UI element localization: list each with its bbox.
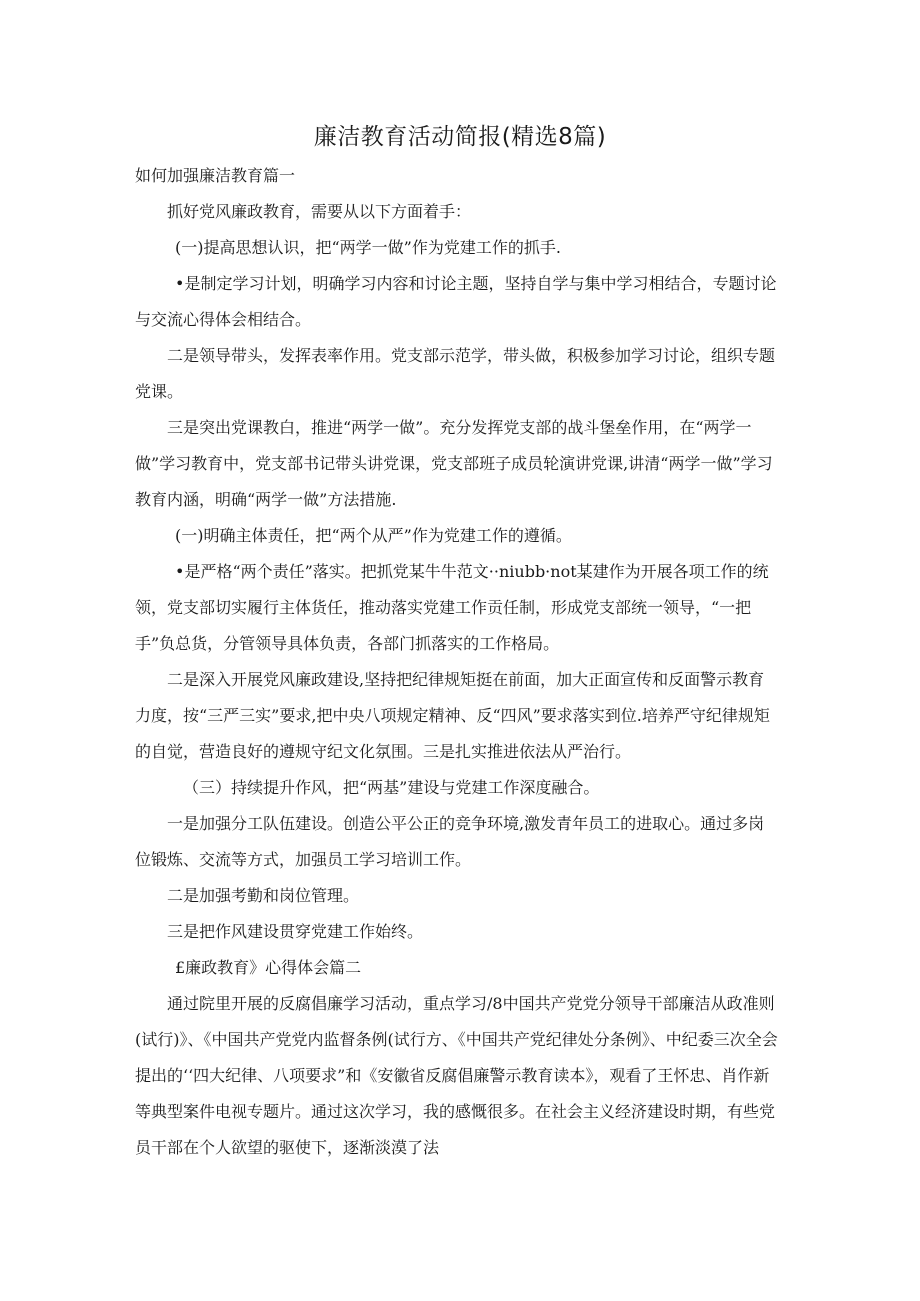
paragraph: (一)明确主体责任，把“两个从严”作为党建工作的遵循。 — [175, 526, 572, 545]
paragraph: •是制定学习计划，明确学习内容和讨论主题，坚持自学与集中学习相结合，专题讨论与交流心得体会相结合。 — [135, 274, 777, 329]
paragraph: （三）持续提升作风，把“两基”建设与党建工作深度融合。 — [183, 778, 600, 797]
paragraph: 通过院里开展的反腐倡廉学习活动，重点学习/8中国共产党党分领导干部廉洁从政准则(试行)》、《中国共产党党内监督条例(试行方、《中国共产党纪律处分条例》、中纪委三次全会提出的‘‘四大纪律、八项要求”和《安徽省反腐倡廉警示教育读本》，观看了王怀忠、肖作新等典型案件电视专题片。通过这次学习，我的感慨很多。在社会主义经济建设时期，有些党员干部在个人欲望的驱使下，逐渐淡漠了法 — [135, 994, 778, 1157]
paragraph: (一)提高思想认识，把“两学一做”作为党建工作的抓手. — [175, 238, 561, 257]
paragraph: 三是把作风建设贯穿党建工作始终。 — [167, 922, 424, 941]
paragraph: 二是深入开展党风廉政建设,坚持把纪律规矩挺在前面，加大正面宣传和反面警示教育力度，按“三严三实”要求,把中央八项规定精神、反“四风”要求落实到位.培养严守纪律规矩的自觉，营造良好的遵规守纪文化氛围。三是扎实推进依法从严治行。 — [135, 670, 770, 761]
section-heading-1: 如何加强廉洁教育篇一 — [135, 166, 296, 185]
paragraph: 二是领导带头，发挥表率作用。党支部示范学，带头做，积极参加学习讨论，组织专题党课。 — [135, 346, 776, 401]
paragraph: 抓好党风廉政教育，需要从以下方面着手： — [167, 202, 472, 221]
paragraph: •是严格“两个责任”落实。把抓党某牛牛范文··niubb·not某建作为开展各项工作的统领，党支部切实履行主体货任，推动落实党建工作贡任制，形成党支部统一领导，“一把手”负总货，分管领导具体负责，各部门抓落实的工作格局。 — [135, 562, 769, 653]
document-body — [135, 158, 780, 1166]
paragraph: 三是突出党课教白，推进“两学一做”。充分发挥党支部的战斗堡垒作用，在“两学一做”学习教育中，党支部书记带头讲党课，党支部班子成员轮演讲党课,讲清“两学一做”学习教育内涵，明确“两学一做”方法措施. — [135, 418, 773, 509]
document-title: 廉洁教育活动简报(精选8篇) — [313, 124, 607, 150]
section-heading-2: £廉政教育》心得体会篇二 — [175, 958, 362, 977]
paragraph: 一是加强分工队伍建设。创造公平公正的竞争环境,激发青年员工的进取心。通过多岗位锻炼、交流等方式，加强员工学习培训工作。 — [135, 814, 765, 869]
paragraph: 二是加强考勤和岗位管理。 — [167, 886, 360, 905]
